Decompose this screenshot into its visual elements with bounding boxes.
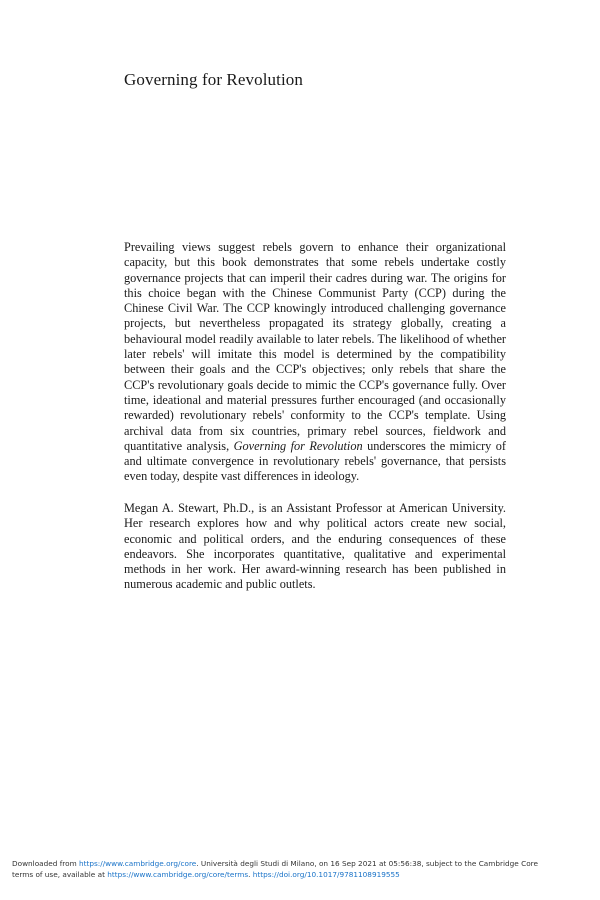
footer-terms-separator: . xyxy=(248,870,251,879)
download-footer xyxy=(12,858,592,880)
summary-italic-title: Governing for Revolution xyxy=(233,438,363,453)
book-summary xyxy=(124,240,506,485)
doi-link[interactable]: https://doi.org/10.1017/9781108919555 xyxy=(252,870,400,879)
footer-line-2 xyxy=(12,869,592,880)
summary-text: Prevailing views suggest rebels govern to enhance their organizational capacity, but this book demonstrates that some rebels undertake costly governance projects that can imperil their cadres during war. The origins for this choice began with the Chinese Communist Party (CCP) during the Chinese Civil War. The CCP knowingly introduced challenging governance projects, but nevertheless propagated its strategy globally, creating a behavioural model readily available to later rebels. The likelihood of whether later rebels' will imitate this model is determined by the compatibility between their goals and the CCP's objectives; only rebels that share the CCP's revolutionary goals decide to mimic the CCP's governance fully. Over time, ideational and material pressures further encouraged (and occasionally rewarded) revolutionary rebels' conformity to the CCP's template. Using archival data from six countries, primary rebel sources, fieldwork and quantitative analysis, xyxy=(124,240,506,453)
footer-terms-prefix: terms of use, available at xyxy=(12,870,105,879)
summary-text-end: underscores the mimicry of and ultimate convergence in revolutionary rebels' governance, that persists even today, despite vast differences in ideology. xyxy=(124,438,506,484)
footer-downloaded-prefix: Downloaded from xyxy=(12,859,77,868)
footer-line-1 xyxy=(12,858,592,869)
terms-link[interactable]: https://www.cambridge.org/core/terms xyxy=(107,870,249,879)
cambridge-core-link[interactable]: https://www.cambridge.org/core xyxy=(79,859,197,868)
book-title: Governing for Revolution xyxy=(124,70,303,89)
footer-download-info: . Università degli Studi di Milano, on 16 Sep 2021 at 05:56:38, subject to the Cambridge Core xyxy=(196,859,539,868)
author-bio: Megan A. Stewart, Ph.D., is an Assistant Professor at American University. Her research explores how and why political actors create new social, economic and political orders, and the enduring consequences of these endeavors. She incorporates quantitative, qualitative and experimental methods in her work. Her award-winning research has been published in numerous academic and public outlets. xyxy=(124,501,506,592)
